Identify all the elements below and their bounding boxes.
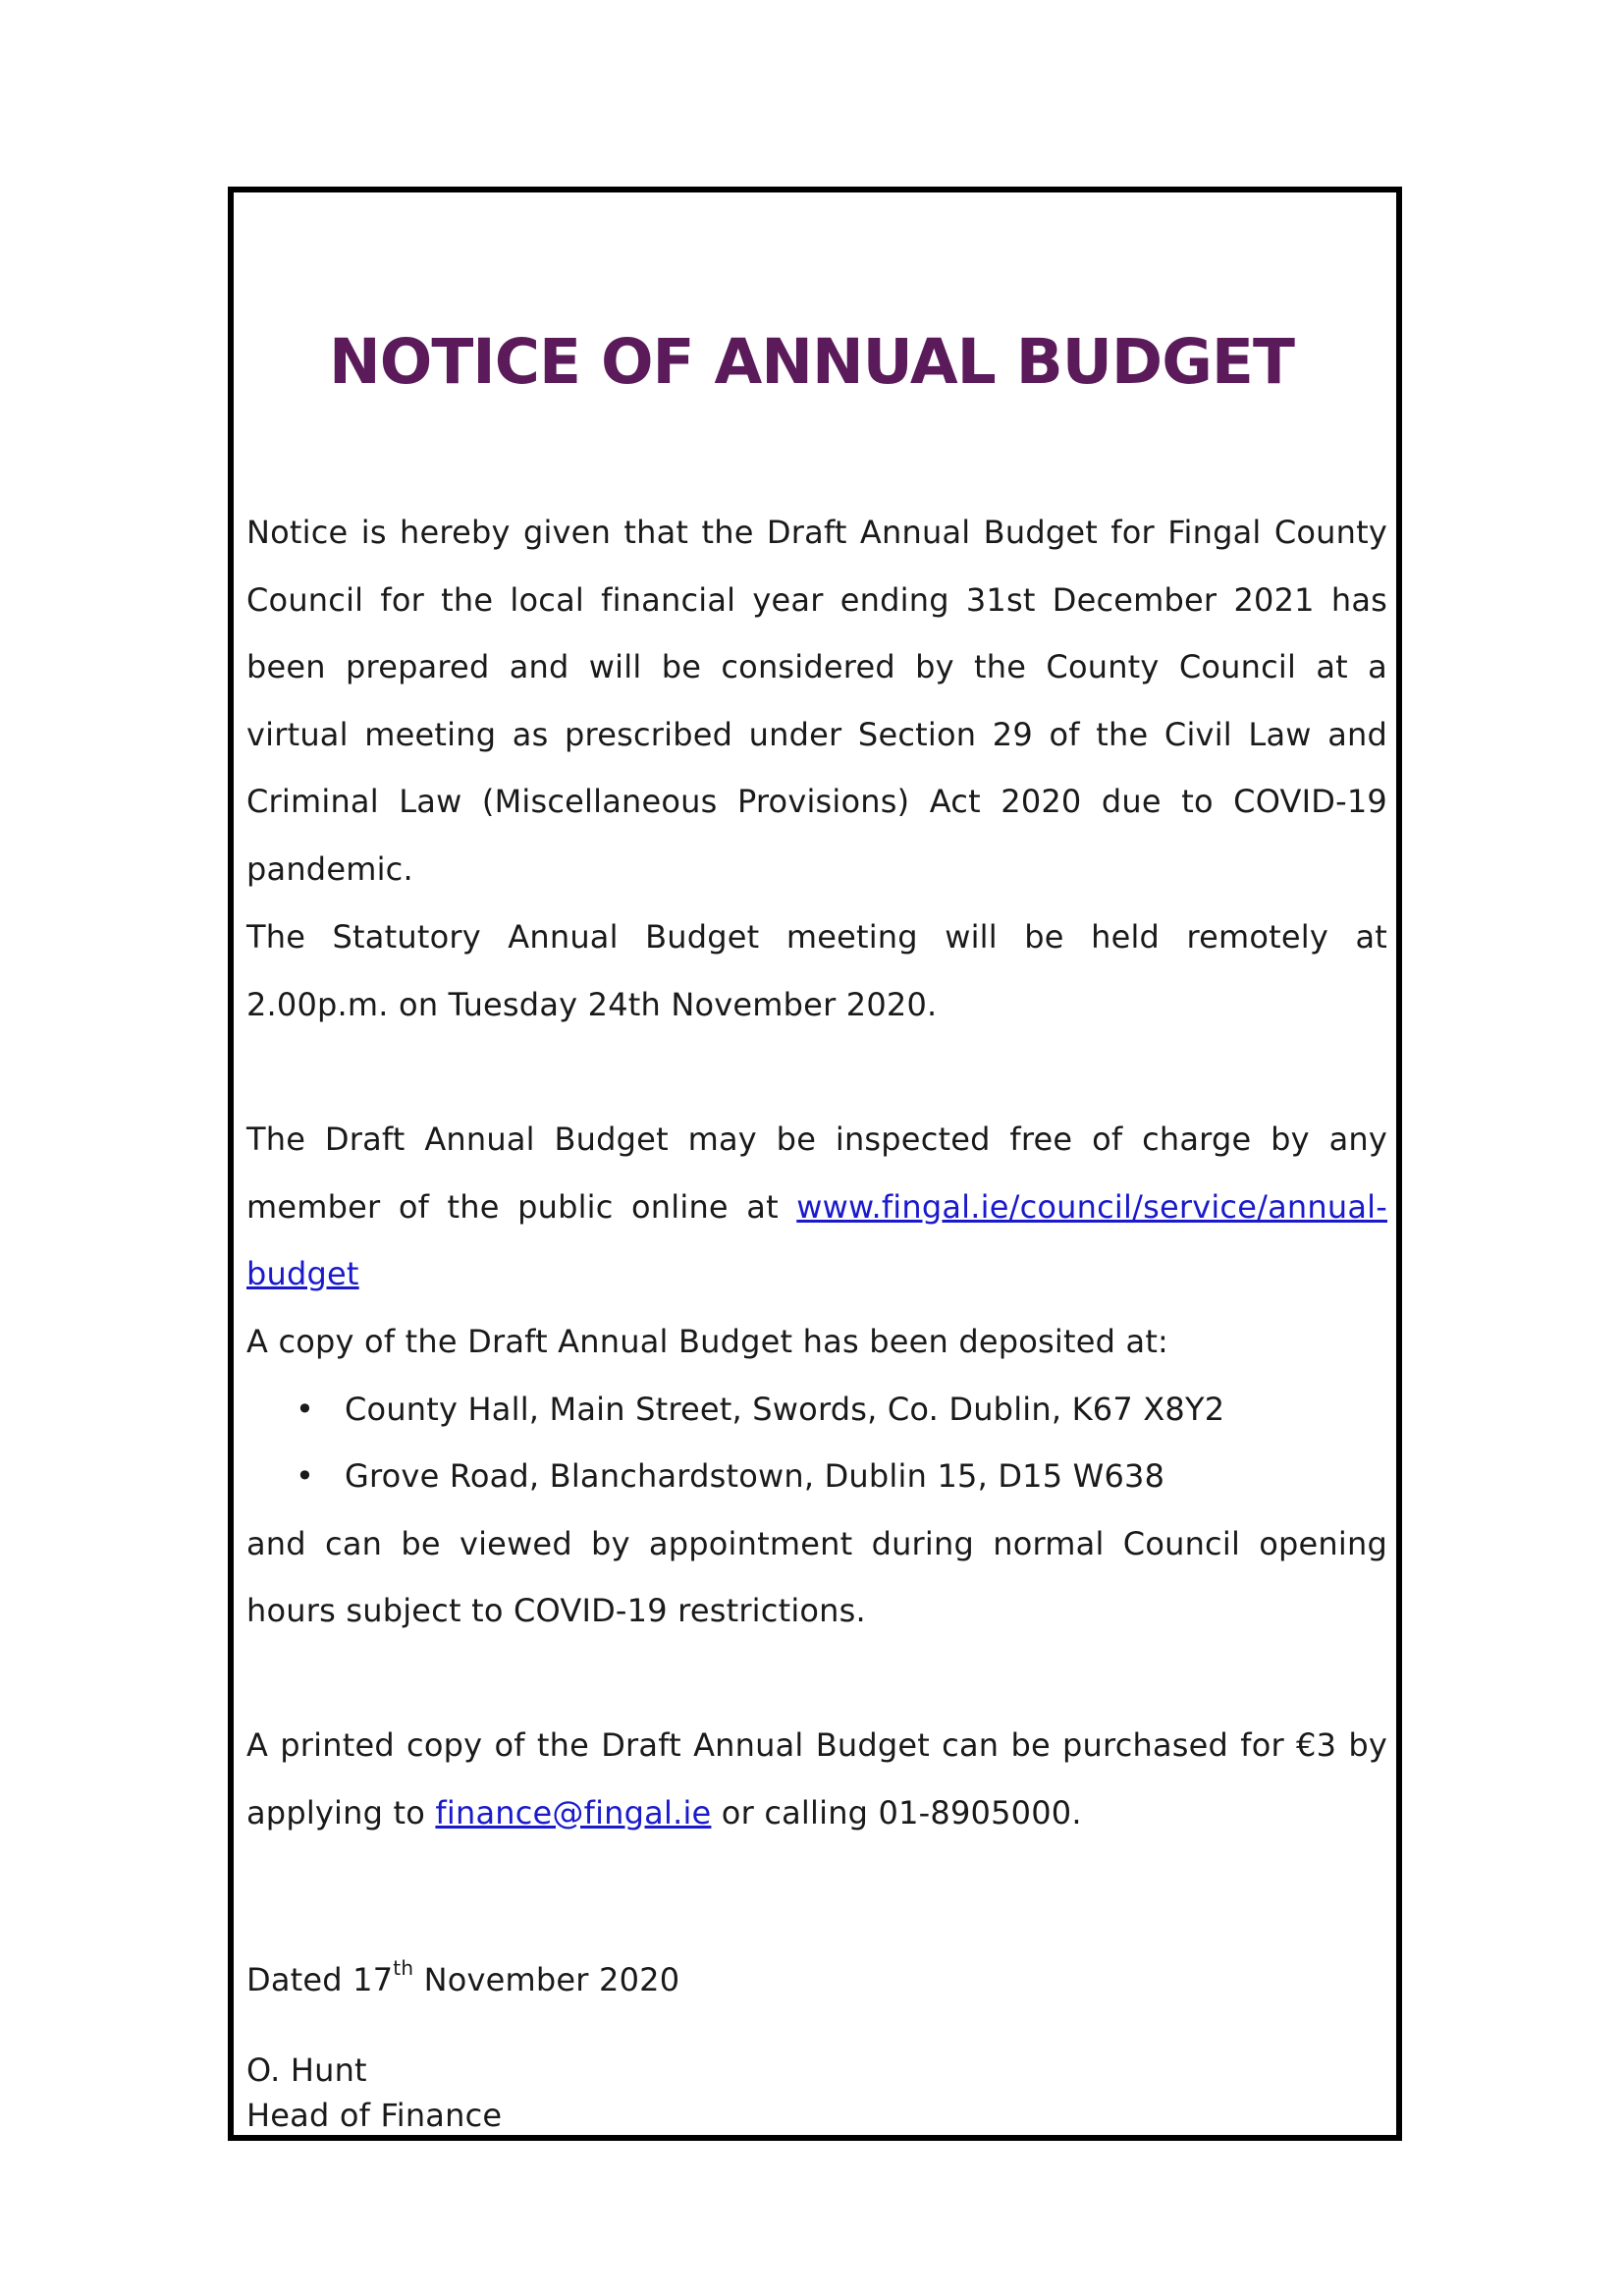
signatory-title: Head of Finance [246, 2097, 503, 2134]
bullet-icon: • [296, 1390, 315, 1428]
budget-website-link[interactable]: www.fingal.ie/council/service/annual-budget [246, 1187, 1387, 1292]
notice-deposit-section [246, 1308, 1387, 1645]
printed-copy-text: A printed copy of the Draft Annual Budget can be purchased for €3 by applying to [246, 1726, 1387, 1831]
deposit-outro: and can be viewed by appointment during normal Council opening hours subject to COVID-19 restrictions. [246, 1524, 1387, 1629]
notice-paragraph-draft-budget: Notice is hereby given that the Draft Annual Budget for Fingal County Council for the local financial year ending 31st December 2021 has been prepared and will be considered by the County Council at a virtual meeting as prescribed under Section 29 of the Civil Law and Criminal Law (Miscellaneous Provisions) Act 2020 due to COVID-19 pandemic. [246, 514, 1387, 888]
address-text: Grove Road, Blanchardstown, Dublin 15, D15 W638 [345, 1457, 1165, 1495]
finance-email-link[interactable]: finance@fingal.ie [435, 1793, 712, 1831]
notice-paragraph-meeting: The Statutory Annual Budget meeting will be held remotely at 2.00p.m. on Tuesday 24th November 2020. [246, 918, 1387, 1023]
notice-paragraph-inspection [246, 1106, 1387, 1308]
notice-paragraph-printed-copy [246, 1712, 1387, 1846]
address-text: County Hall, Main Street, Swords, Co. Dublin, K67 X8Y2 [345, 1390, 1225, 1428]
address-list [246, 1376, 1387, 1510]
notice-date: Dated 17th November 2020 [246, 1956, 680, 1998]
address-item [246, 1443, 1387, 1510]
printed-copy-tail: or calling 01-8905000. [711, 1793, 1082, 1831]
bullet-icon: • [296, 1457, 315, 1495]
signatory-name: O. Hunt [246, 2051, 367, 2089]
address-item [246, 1376, 1387, 1444]
notice-title: NOTICE OF ANNUAL BUDGET [329, 326, 1294, 399]
date-ordinal: th [393, 1956, 414, 1981]
inspection-text: The Draft Annual Budget may be inspected free of charge by any member of the public online at [246, 1121, 1387, 1226]
deposit-intro: A copy of the Draft Annual Budget has been deposited at: [246, 1323, 1169, 1360]
